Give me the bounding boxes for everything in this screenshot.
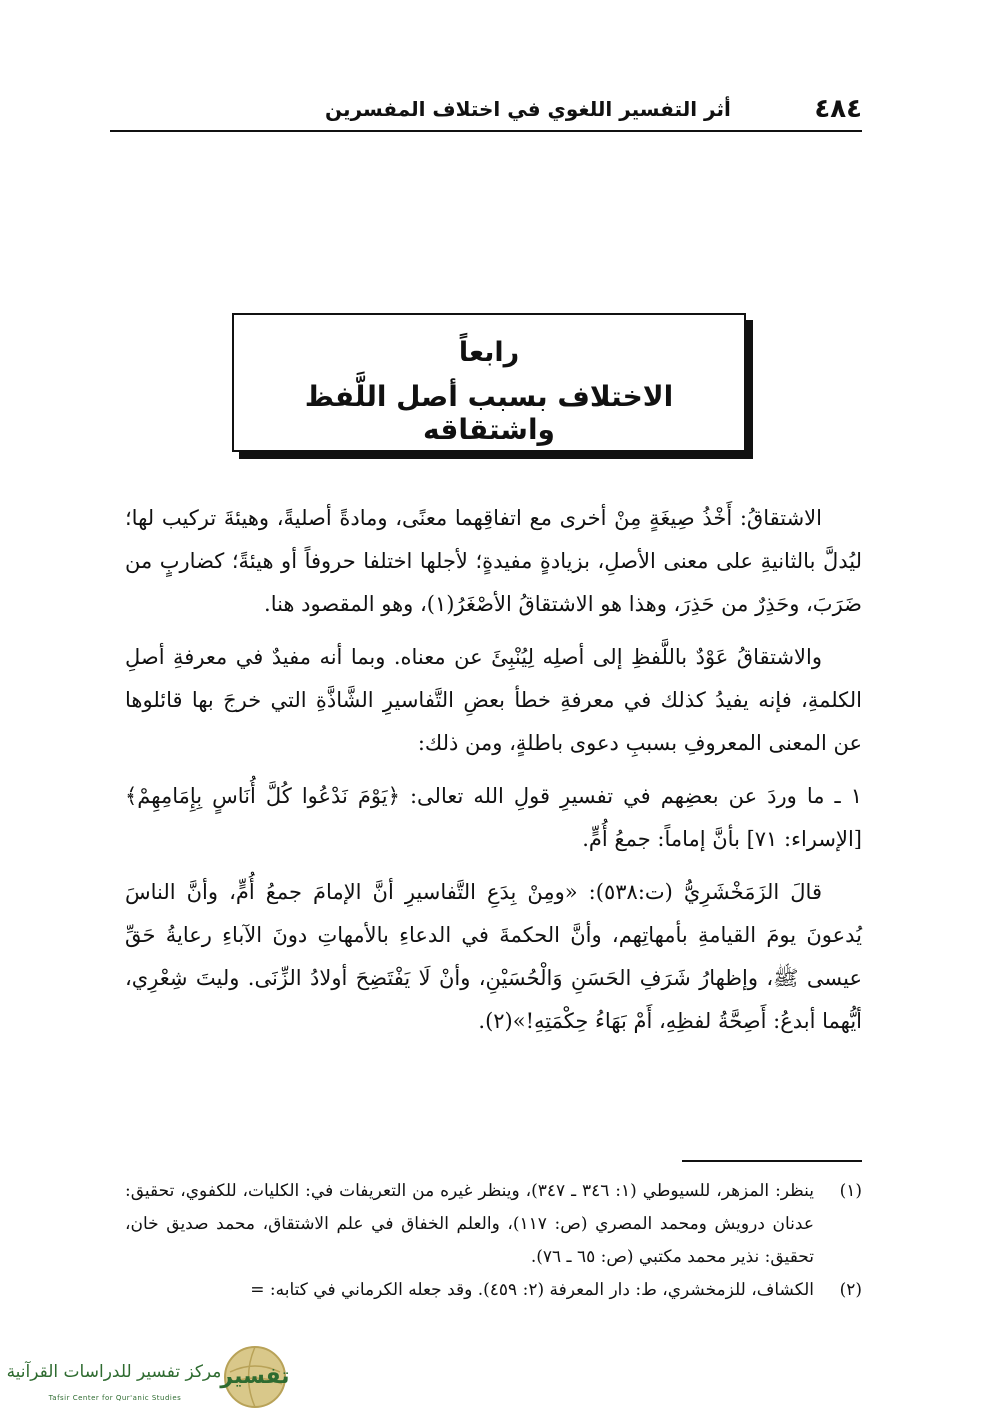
footnote-1 — [125, 1175, 862, 1274]
footnote-text: ينظر: المزهر، للسيوطي (١: ٣٤٦ ـ ٣٤٧)، وينظر غيره من التعريفات في: الكليات، للكفوي، تحقيق: عدنان درويش ومحمد المصري (ص: ١١٧)، والعلم الخفاق في علم الاشتقاق، محمد صديق خان، تحقيق: نذير محمد مكتبي (ص: ٦٥ ـ ٧٦). — [125, 1181, 814, 1267]
paragraph-definition: الاشتقاقُ: أَخْذُ صِيغَةٍ مِنْ أخرى مع اتفاقِهما معنًى، ومادةً أصليةً، وهيئةَ تركيب لها؛ ليُدلَّ بالثانيةِ على معنى الأصلِ، بزيادةٍ مفيدةٍ؛ لأجلها اختلفا حروفاً أو هيئةً؛ كضاربٍ من ضَرَبَ، وحَذِرٌ من حَذِرَ، وهذا هو الاشتقاقُ الأصْغَرُ(١)، وهو المقصود هنا. — [125, 506, 862, 616]
footnotes — [125, 1175, 862, 1307]
logo-wordmark: تفسير — [220, 1364, 290, 1389]
page-header — [110, 88, 862, 132]
footnote-text: الكشاف، للزمخشري، ط: دار المعرفة (٢: ٤٥٩). وقد جعله الكرماني في كتابه: = — [250, 1280, 814, 1300]
section-ordinal: رابعاً — [458, 337, 520, 368]
logo-english-text: Tafsir Center for Qur'anic Studies — [48, 1394, 182, 1402]
page-number: ٤٨٤ — [814, 94, 862, 124]
footnote-number: (٢) — [839, 1280, 862, 1300]
main-text — [125, 497, 862, 1053]
section-title-box — [232, 313, 746, 452]
paragraph-example-1: ١ ـ ما وردَ عن بعضِهم في تفسيرِ قولِ الله تعالى: ﴿يَوْمَ نَدْعُوا كُلَّ أُنَاسٍ بِإِمَامِهِمْ﴾ [الإسراء: ٧١] بأنَّ إماماً: جمعُ أُمٍّ. — [125, 784, 862, 851]
paragraph-zamakhshari-quote: قالَ الزَمَخْشَرِيُّ (ت:٥٣٨): «ومِنْ بِدَعِ التَّفاسيرِ أنَّ الإمامَ جمعُ أُمٍّ، وأنَّ الناسَ يُدعونَ يومَ القيامةِ بأمهاتِهم، وأنَّ الحكمةَ في الدعاءِ بالأمهاتِ دونَ الآباءِ رعايةُ حَقِّ عيسى ﷺ، وإظهارُ شَرَفِ الحَسَنِ وَالْحُسَيْنِ، وأنْ لَا يَفْتَضِحَ أولادُ الزِّنَى. وليتَ شِعْرِي، أيُّهما أبدعُ: أَصِحَّةُ لفظِهِ، أَمْ بَهَاءُ حِكْمَتِهِ!»(٢). — [125, 880, 862, 1033]
footnote-2 — [125, 1274, 862, 1307]
footnote-separator — [682, 1160, 862, 1162]
publisher-logo — [2, 1342, 292, 1412]
paragraph-purpose: والاشتقاقُ عَوْدٌ باللَّفظِ إلى أصلِه لِيُنْبِئَ عن معناه. وبما أنه مفيدٌ في معرفةِ أصلِ الكلمةِ، فإنه يفيدُ كذلك في معرفةِ خطأ بعضِ التَّفاسيرِ الشَّاذَّةِ التي خرجَ بها قائلوها عن المعنى المعروفِ بسببِ دعوى باطلةٍ، ومن ذلك: — [125, 645, 862, 755]
running-title: أثر التفسير اللغوي في اختلاف المفسرين — [325, 97, 731, 121]
section-heading: الاختلاف بسبب أصل اللَّفظ واشتقاقه — [304, 380, 674, 446]
footnote-number: (١) — [839, 1181, 862, 1201]
logo-arabic-text: مركز تفسير للدراسات القرآنية — [6, 1362, 222, 1382]
